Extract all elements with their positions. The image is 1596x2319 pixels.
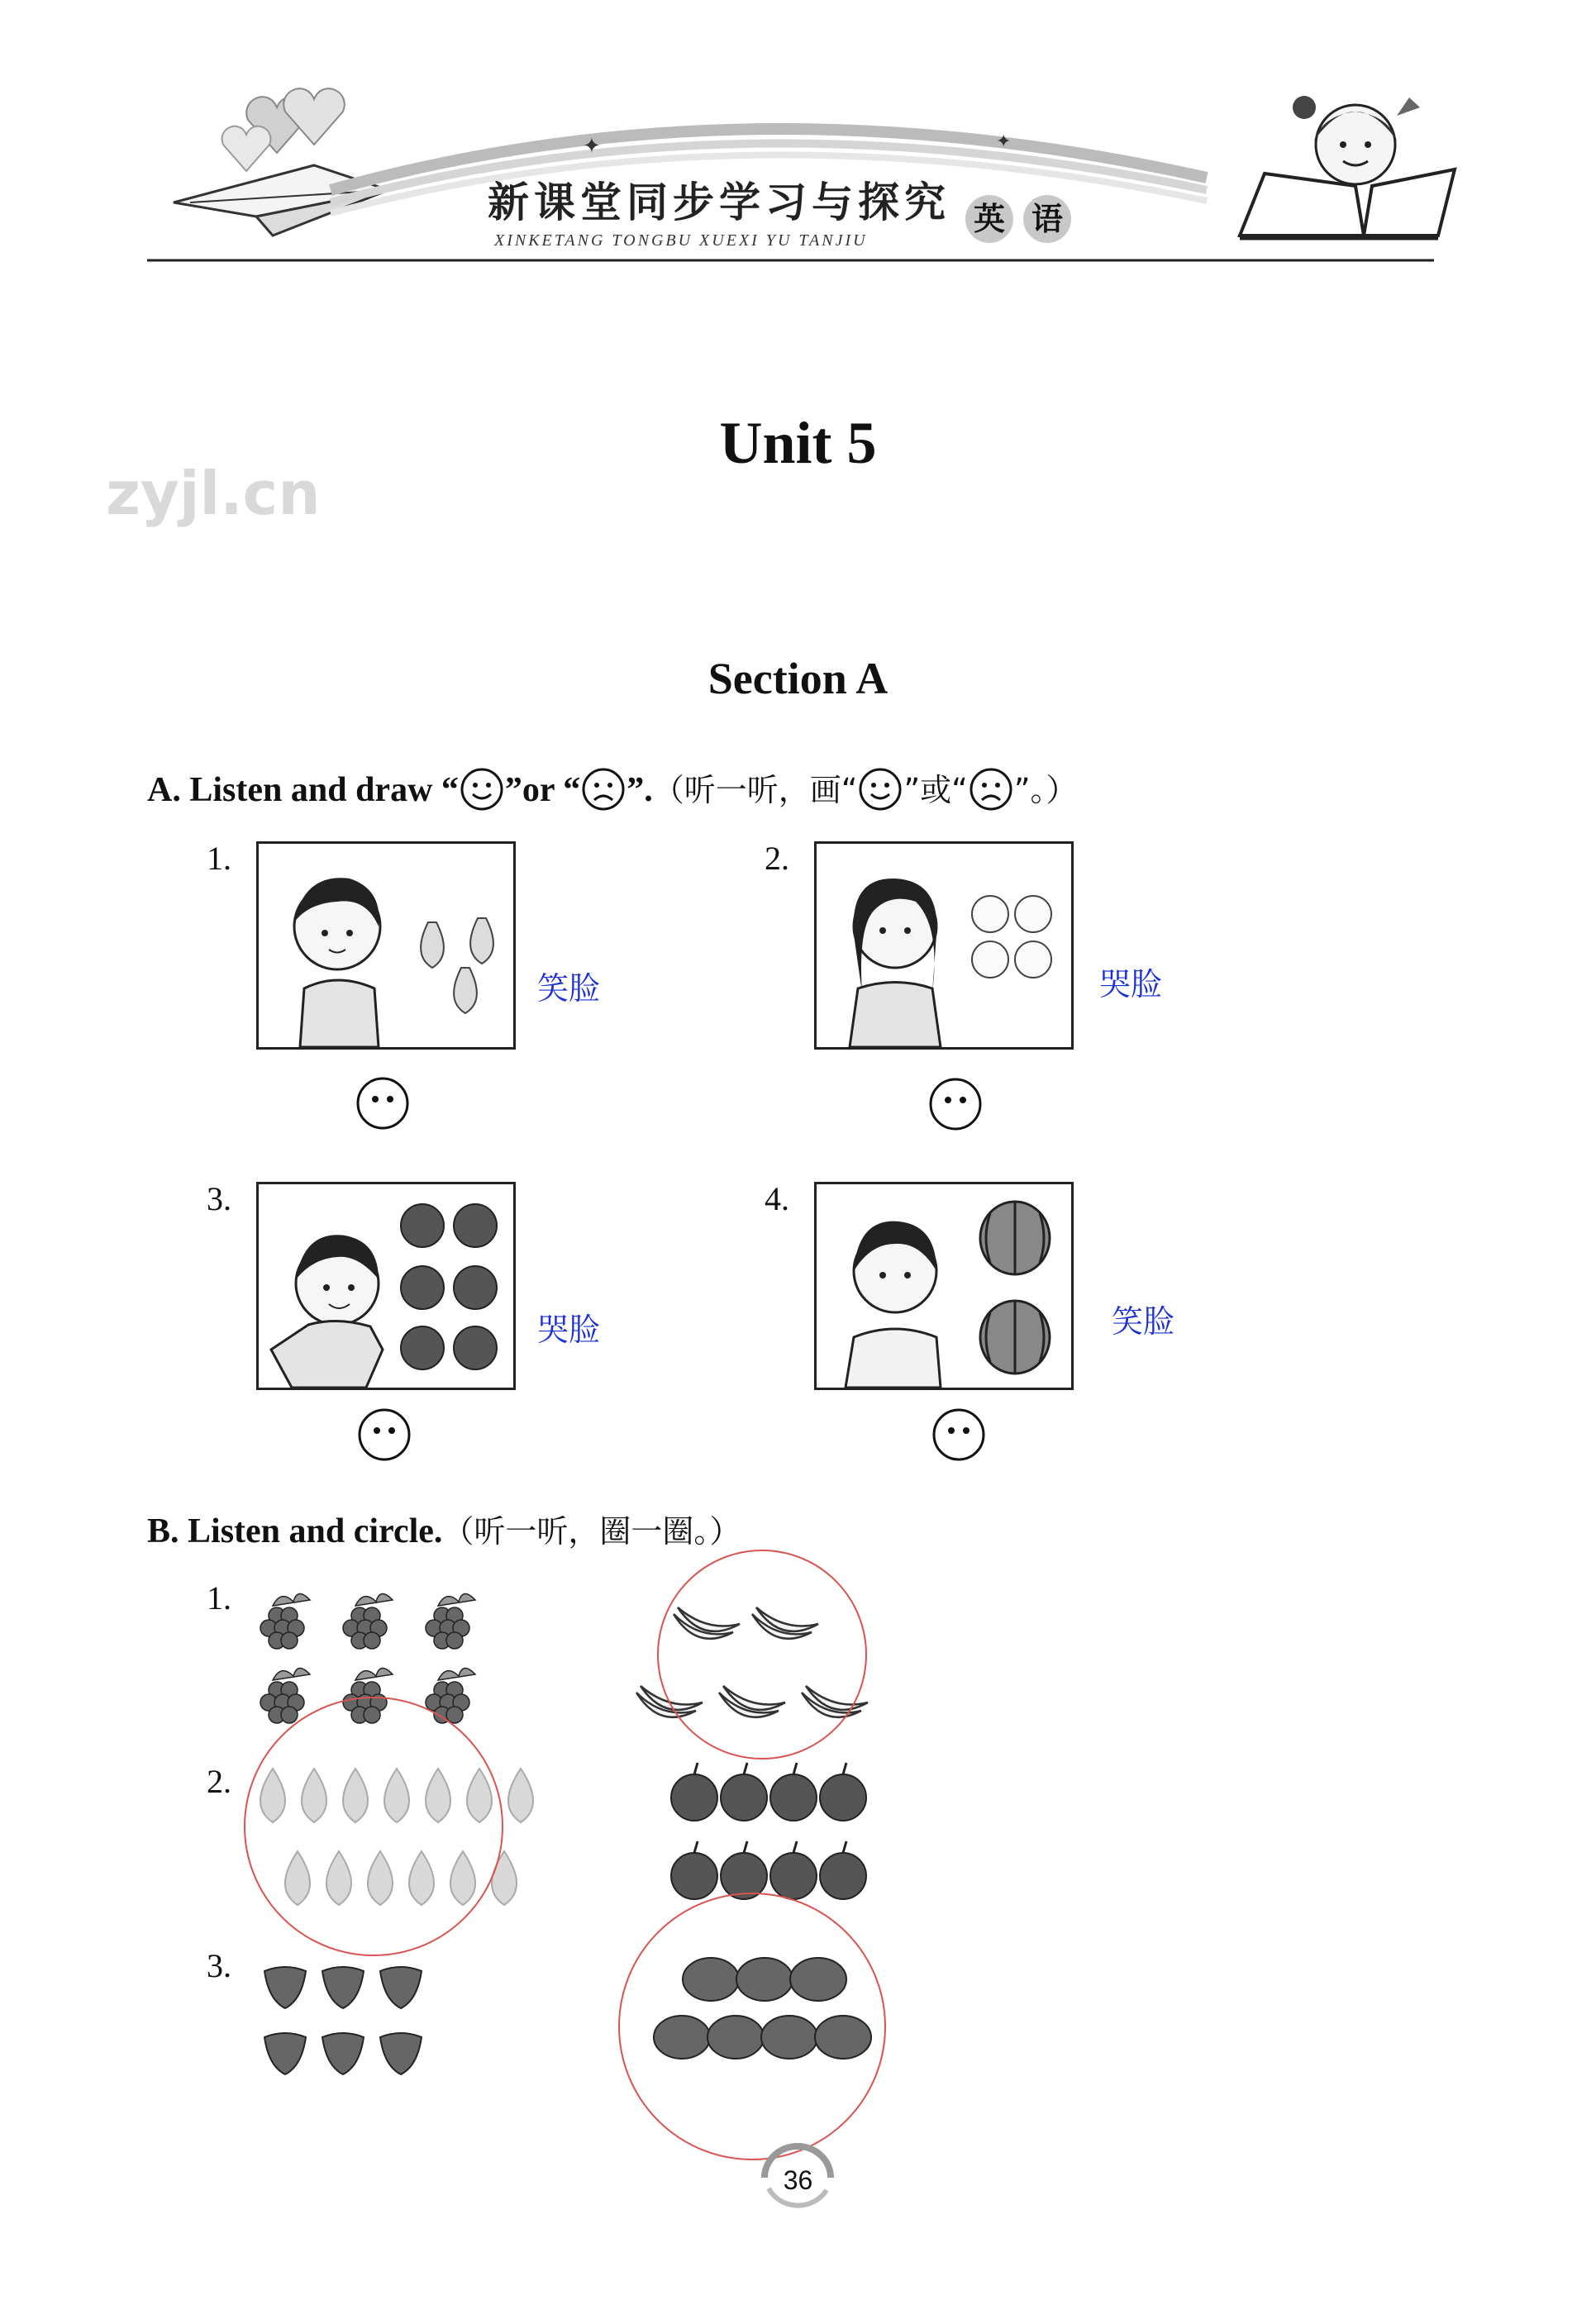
item-number: 1. bbox=[207, 840, 231, 877]
section-title: Section A bbox=[707, 654, 889, 703]
picture-boy-watermelons bbox=[814, 1182, 1074, 1390]
apple-icon bbox=[820, 1853, 866, 1899]
apple-icon bbox=[820, 1774, 866, 1821]
answer-circle-pears bbox=[244, 1697, 503, 1956]
item-number: 2. bbox=[207, 1763, 231, 1800]
unit-title: Unit 5 bbox=[719, 410, 877, 476]
apple-icon bbox=[721, 1774, 767, 1821]
happy-face-icon bbox=[857, 766, 903, 812]
apple-icon bbox=[770, 1853, 817, 1899]
boy-with-apples-illustration bbox=[259, 1184, 513, 1388]
book-title: 新课堂同步学习与探究 bbox=[488, 178, 950, 226]
apple-icon bbox=[770, 1774, 817, 1821]
strawberries-group[interactable] bbox=[252, 1955, 442, 2087]
instruction-text: ”or “ bbox=[504, 771, 581, 809]
book-title-pinyin: XINKETANG TONGBU XUEXI YU TANJIU bbox=[494, 231, 868, 250]
hearts-icon bbox=[222, 88, 345, 171]
paper-plane-icon bbox=[174, 165, 388, 236]
strawberry-icon bbox=[322, 2033, 364, 2074]
part-a-instruction bbox=[147, 764, 1078, 812]
pear-icon bbox=[508, 1769, 533, 1822]
instruction-text-zh: ”。） bbox=[1013, 772, 1078, 808]
subject-badge: 语 bbox=[1023, 195, 1071, 243]
instruction-text: Listen and circle. bbox=[188, 1512, 443, 1550]
subject-badge: 英 bbox=[965, 195, 1013, 243]
item-number: 2. bbox=[765, 840, 789, 877]
handwritten-answer: 笑脸 bbox=[1112, 1303, 1175, 1340]
star-icon: ✦ bbox=[996, 131, 1012, 152]
page-header bbox=[0, 0, 1596, 273]
instruction-text-zh: （听一听，圈一圈。） bbox=[442, 1513, 741, 1550]
sad-face-icon bbox=[968, 766, 1014, 812]
star-icon: ✦ bbox=[583, 134, 601, 159]
strawberry-icon bbox=[264, 2033, 306, 2074]
grapes-icon bbox=[343, 1607, 387, 1649]
sad-face-icon bbox=[580, 766, 626, 812]
part-label: A. bbox=[147, 771, 181, 809]
handwritten-answer: 哭脸 bbox=[1099, 966, 1163, 1002]
instruction-text: Listen and draw “ bbox=[189, 771, 459, 809]
handwritten-answer: 哭脸 bbox=[537, 1312, 601, 1348]
strawberry-icon bbox=[264, 1967, 306, 2008]
picture-girl-oranges bbox=[814, 841, 1074, 1050]
instruction-text: ”. bbox=[626, 771, 653, 809]
girl-reading-icon bbox=[1240, 96, 1455, 238]
boy-with-watermelons-illustration bbox=[817, 1184, 1071, 1388]
girl-with-oranges-illustration bbox=[817, 844, 1071, 1047]
picture-girl-pears bbox=[256, 841, 516, 1050]
part-b-instruction bbox=[147, 1506, 741, 1551]
strawberry-icon bbox=[322, 1967, 364, 2008]
part-label: B. bbox=[147, 1512, 179, 1550]
strawberry-icon bbox=[380, 1967, 422, 2008]
item-number: 3. bbox=[207, 1947, 231, 1984]
happy-face-icon bbox=[459, 766, 505, 812]
handwritten-answer: 笑脸 bbox=[537, 970, 601, 1007]
answer-circle-oranges bbox=[618, 1893, 886, 2160]
item-number: 4. bbox=[765, 1180, 789, 1217]
drawn-face-icon[interactable] bbox=[357, 1407, 412, 1462]
girl-with-pears-illustration bbox=[259, 844, 513, 1047]
drawn-face-icon[interactable] bbox=[928, 1077, 983, 1131]
grapes-icon bbox=[260, 1682, 304, 1723]
instruction-text-zh: （听一听，画“ bbox=[652, 772, 858, 808]
item-number: 3. bbox=[207, 1180, 231, 1217]
strawberry-icon bbox=[380, 2033, 422, 2074]
grapes-icon bbox=[426, 1607, 469, 1649]
watermark: zyjl.cn bbox=[106, 459, 321, 528]
grapes-icon bbox=[260, 1607, 304, 1649]
page-number: 36 bbox=[783, 2165, 813, 2195]
apple-icon bbox=[671, 1853, 717, 1899]
drawn-face-icon[interactable] bbox=[931, 1407, 986, 1462]
instruction-text-zh: ”或“ bbox=[903, 772, 968, 808]
item-number: 1. bbox=[207, 1579, 231, 1617]
picture-boy-apples bbox=[256, 1182, 516, 1390]
apple-icon bbox=[671, 1774, 717, 1821]
drawn-face-icon[interactable] bbox=[355, 1076, 410, 1131]
answer-circle-bananas bbox=[657, 1550, 867, 1759]
